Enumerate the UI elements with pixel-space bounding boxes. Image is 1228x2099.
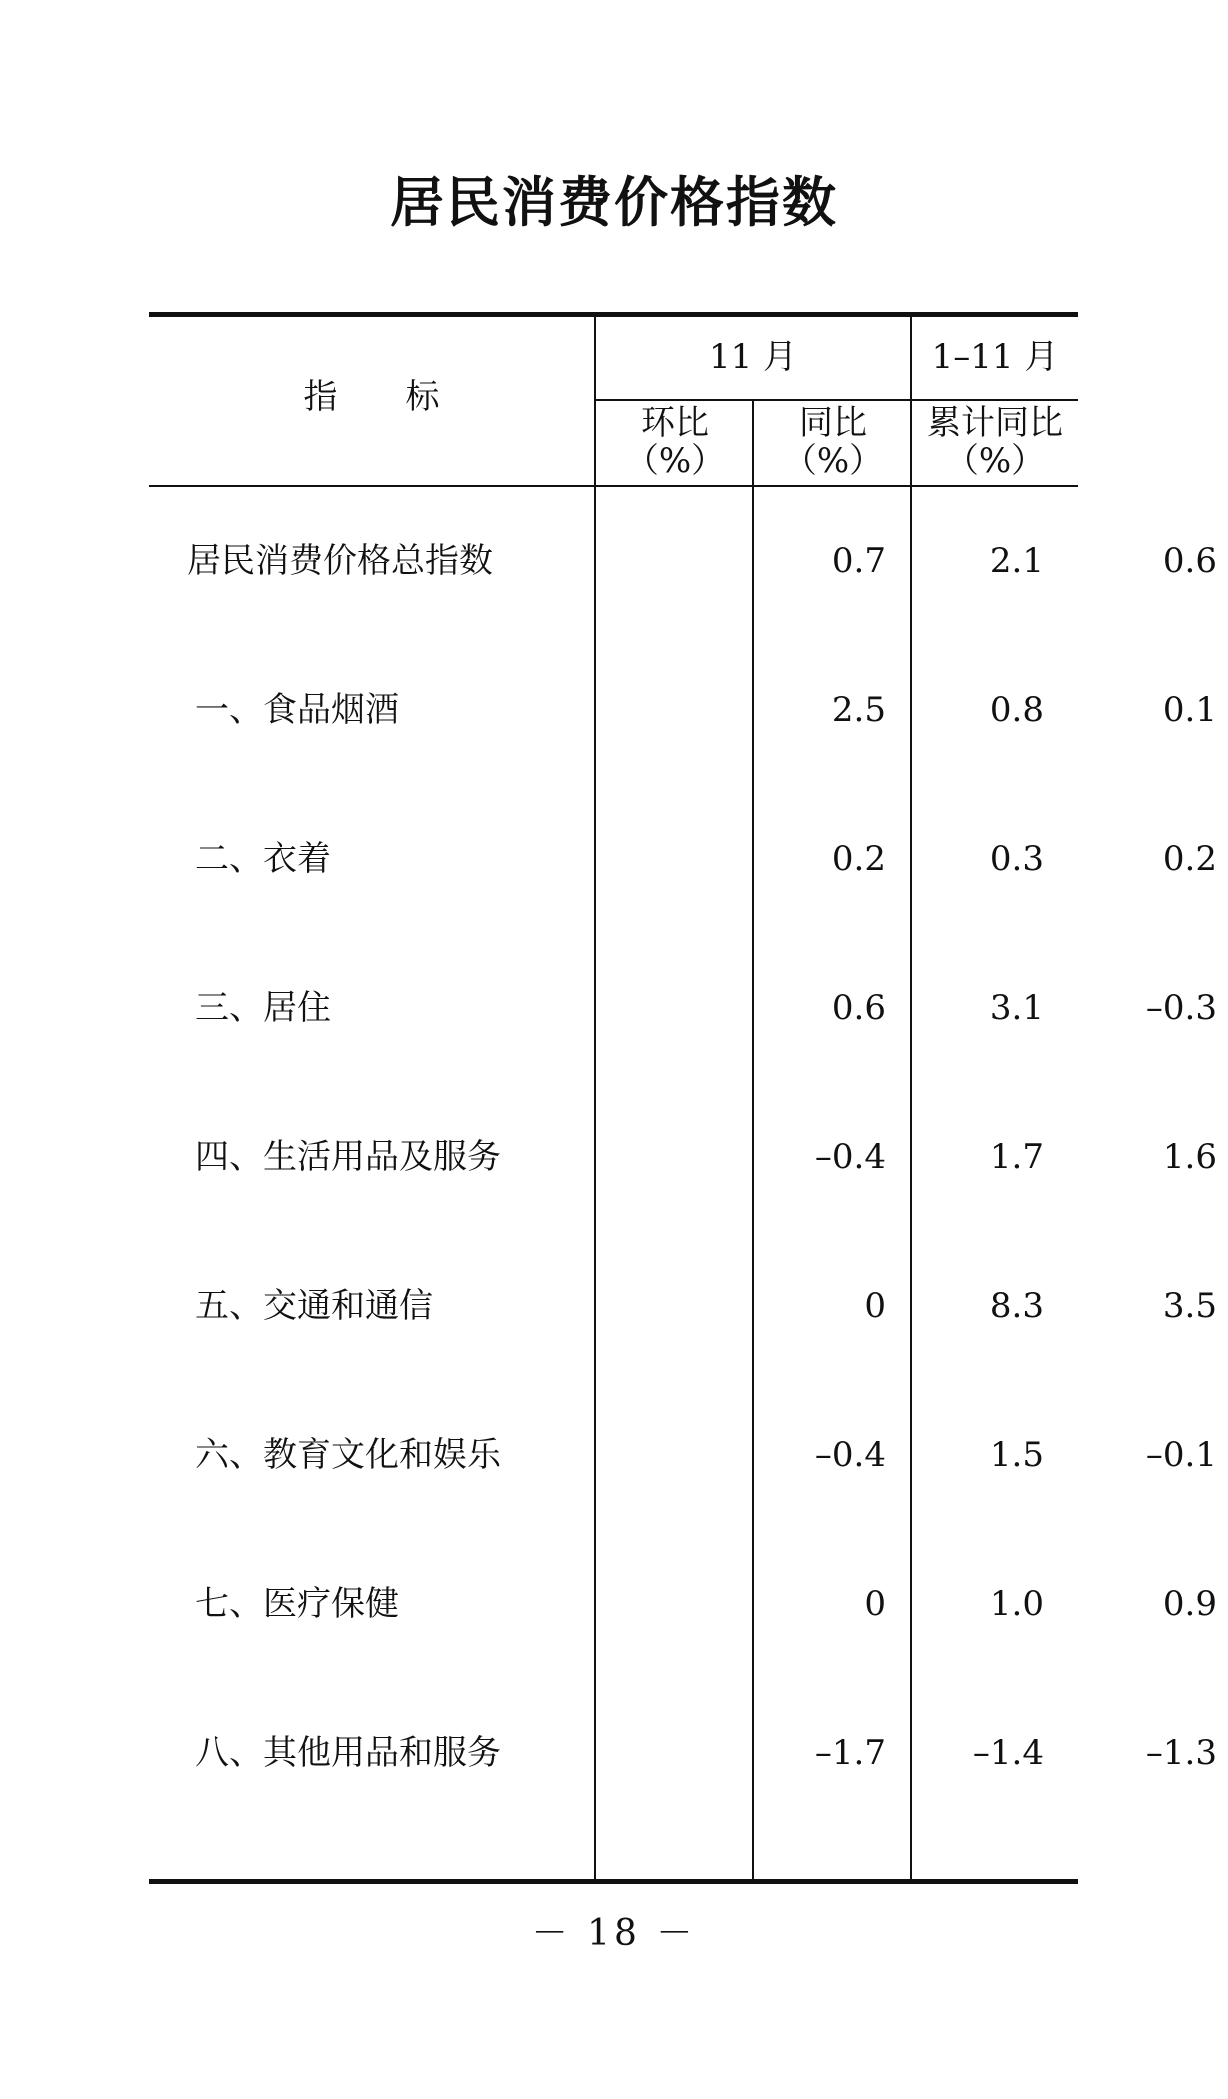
table-row bbox=[149, 487, 1217, 636]
table-row bbox=[149, 636, 1217, 785]
yoy-value: 1.5 bbox=[989, 1435, 1044, 1475]
ytd-value: 0.1 bbox=[1162, 690, 1217, 730]
yoy-value: –1.4 bbox=[972, 1733, 1044, 1773]
ytd-value: –0.3 bbox=[1145, 988, 1217, 1028]
ytd-value: –1.3 bbox=[1145, 1733, 1217, 1773]
table-top-rule bbox=[149, 312, 1078, 317]
table-row bbox=[149, 1530, 1217, 1679]
row-label: 八、其他用品和服务 bbox=[195, 1733, 501, 1773]
mom-value: –0.4 bbox=[814, 1435, 886, 1475]
table-row bbox=[149, 934, 1217, 1083]
yoy-value: 0.8 bbox=[989, 690, 1044, 730]
ytd-value: 0.2 bbox=[1162, 839, 1217, 879]
row-label: 六、教育文化和娱乐 bbox=[195, 1435, 501, 1475]
yoy-value: 1.0 bbox=[989, 1584, 1044, 1624]
mom-value: 0 bbox=[864, 1584, 886, 1624]
table-row bbox=[149, 785, 1217, 934]
ytd-value: 1.6 bbox=[1162, 1137, 1217, 1177]
table-row bbox=[149, 1083, 1217, 1232]
header-yoy-label: 同比 bbox=[799, 403, 867, 443]
row-label: 居民消费价格总指数 bbox=[187, 541, 493, 581]
header-mom-label: 环比 bbox=[641, 403, 709, 443]
yoy-value: 1.7 bbox=[989, 1137, 1044, 1177]
table-bottom-rule bbox=[149, 1879, 1078, 1884]
yoy-value: 8.3 bbox=[989, 1286, 1044, 1326]
page-number: － 18 － bbox=[531, 1913, 697, 1954]
mom-value: 0.7 bbox=[831, 541, 886, 581]
header-mom bbox=[596, 404, 754, 480]
header-month-group: 11 月 bbox=[708, 337, 798, 377]
row-label: 三、居住 bbox=[195, 988, 331, 1028]
ytd-value: –0.1 bbox=[1145, 1435, 1217, 1475]
row-label: 一、食品烟酒 bbox=[195, 690, 399, 730]
mom-value: 2.5 bbox=[831, 690, 886, 730]
table-row bbox=[149, 1381, 1217, 1530]
header-ytd-group: 1–11 月 bbox=[931, 337, 1059, 377]
table-row bbox=[149, 1232, 1217, 1381]
table-row bbox=[149, 1679, 1217, 1828]
ytd-value: 0.9 bbox=[1162, 1584, 1217, 1624]
header-yoy-unit: （%） bbox=[782, 441, 884, 481]
header-ytd-yoy-label: 累计同比 bbox=[927, 403, 1063, 443]
ytd-value: 3.5 bbox=[1162, 1286, 1217, 1326]
mom-value: 0 bbox=[864, 1286, 886, 1326]
mom-value: –1.7 bbox=[814, 1733, 886, 1773]
row-label: 七、医疗保健 bbox=[195, 1584, 399, 1624]
ytd-value: 0.6 bbox=[1162, 541, 1217, 581]
header-sub-rule bbox=[595, 399, 1078, 401]
yoy-value: 2.1 bbox=[989, 541, 1044, 581]
mom-value: 0.2 bbox=[831, 839, 886, 879]
header-ytd-yoy bbox=[912, 404, 1078, 480]
mom-value: 0.6 bbox=[831, 988, 886, 1028]
page-title: 居民消费价格指数 bbox=[390, 171, 838, 234]
row-label: 四、生活用品及服务 bbox=[195, 1137, 501, 1177]
row-label: 二、衣着 bbox=[195, 839, 331, 879]
mom-value: –0.4 bbox=[814, 1137, 886, 1177]
row-label: 五、交通和通信 bbox=[195, 1286, 433, 1326]
header-ytd-yoy-unit: （%） bbox=[944, 441, 1046, 481]
yoy-value: 0.3 bbox=[989, 839, 1044, 879]
header-indicator: 指 标 bbox=[303, 377, 440, 417]
header-mom-unit: （%） bbox=[624, 441, 726, 481]
yoy-value: 3.1 bbox=[989, 988, 1044, 1028]
header-yoy bbox=[754, 404, 912, 480]
